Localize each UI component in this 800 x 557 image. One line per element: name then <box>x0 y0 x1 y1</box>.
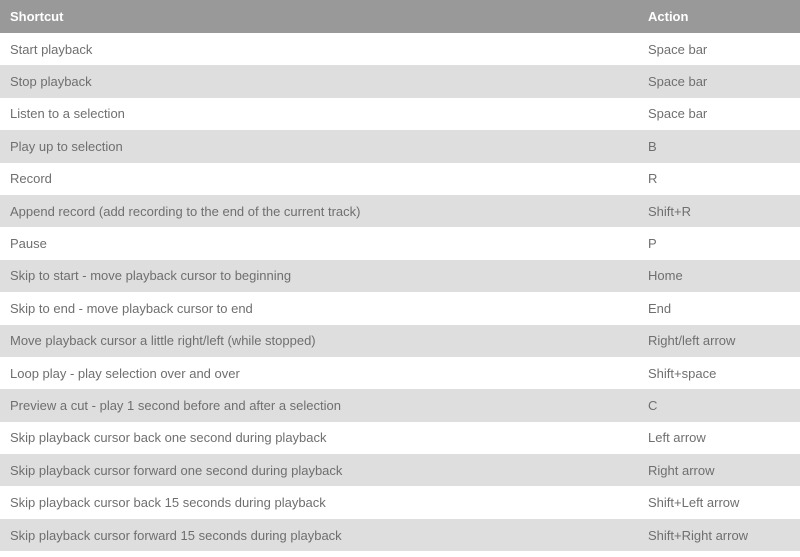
action-cell: Right arrow <box>648 462 715 478</box>
shortcut-cell: Skip playback cursor back 15 seconds during playback <box>10 495 326 511</box>
table-row <box>0 130 800 162</box>
shortcut-cell: Move playback cursor a little right/left (while stopped) <box>10 333 316 349</box>
action-cell: Right/left arrow <box>648 333 736 349</box>
shortcut-cell: Play up to selection <box>10 138 123 154</box>
action-cell: R <box>648 171 658 187</box>
shortcut-cell: Stop playback <box>10 74 92 90</box>
table-row <box>0 195 800 227</box>
action-cell: C <box>648 397 658 413</box>
shortcut-cell: Start playback <box>10 41 93 57</box>
table-row <box>0 325 800 357</box>
table-row <box>0 454 800 486</box>
action-cell: Shift+Right arrow <box>648 527 749 543</box>
action-cell: Left arrow <box>648 430 706 446</box>
shortcut-cell: Record <box>10 171 52 187</box>
table-row <box>0 33 800 65</box>
shortcut-cell: Listen to a selection <box>10 106 125 122</box>
action-cell: Shift+Left arrow <box>648 495 740 511</box>
shortcut-cell: Preview a cut - play 1 second before and after a selection <box>10 397 341 413</box>
table-row <box>0 486 800 518</box>
shortcut-cell: Skip playback cursor forward one second during playback <box>10 462 343 478</box>
table-row <box>0 357 800 389</box>
table-row <box>0 227 800 259</box>
shortcut-cell: Skip playback cursor back one second during playback <box>10 430 327 446</box>
action-cell: P <box>648 236 657 252</box>
action-cell: End <box>648 300 672 316</box>
header-row <box>0 0 800 33</box>
shortcut-cell: Skip to start - move playback cursor to beginning <box>10 268 292 284</box>
action-cell: Shift+space <box>648 365 717 381</box>
shortcut-cell: Append record (add recording to the end of the current track) <box>10 203 361 219</box>
action-cell: Shift+R <box>648 203 691 219</box>
table-row <box>0 163 800 195</box>
table-row <box>0 519 800 551</box>
action-cell: Space bar <box>648 74 708 90</box>
action-cell: Home <box>648 268 683 284</box>
table-row <box>0 65 800 97</box>
column-header-shortcut: Shortcut <box>0 0 638 33</box>
column-header-action: Action <box>638 0 800 33</box>
table-row <box>0 260 800 292</box>
action-cell: Space bar <box>648 41 708 57</box>
shortcut-cell: Skip to end - move playback cursor to end <box>10 300 253 316</box>
table-row <box>0 422 800 454</box>
shortcut-cell: Loop play - play selection over and over <box>10 365 240 381</box>
shortcut-cell: Skip playback cursor forward 15 seconds during playback <box>10 527 342 543</box>
table-row <box>0 292 800 324</box>
table-row <box>0 389 800 421</box>
table-row <box>0 98 800 130</box>
action-cell: B <box>648 138 657 154</box>
shortcut-cell: Pause <box>10 236 47 252</box>
action-cell: Space bar <box>648 106 708 122</box>
